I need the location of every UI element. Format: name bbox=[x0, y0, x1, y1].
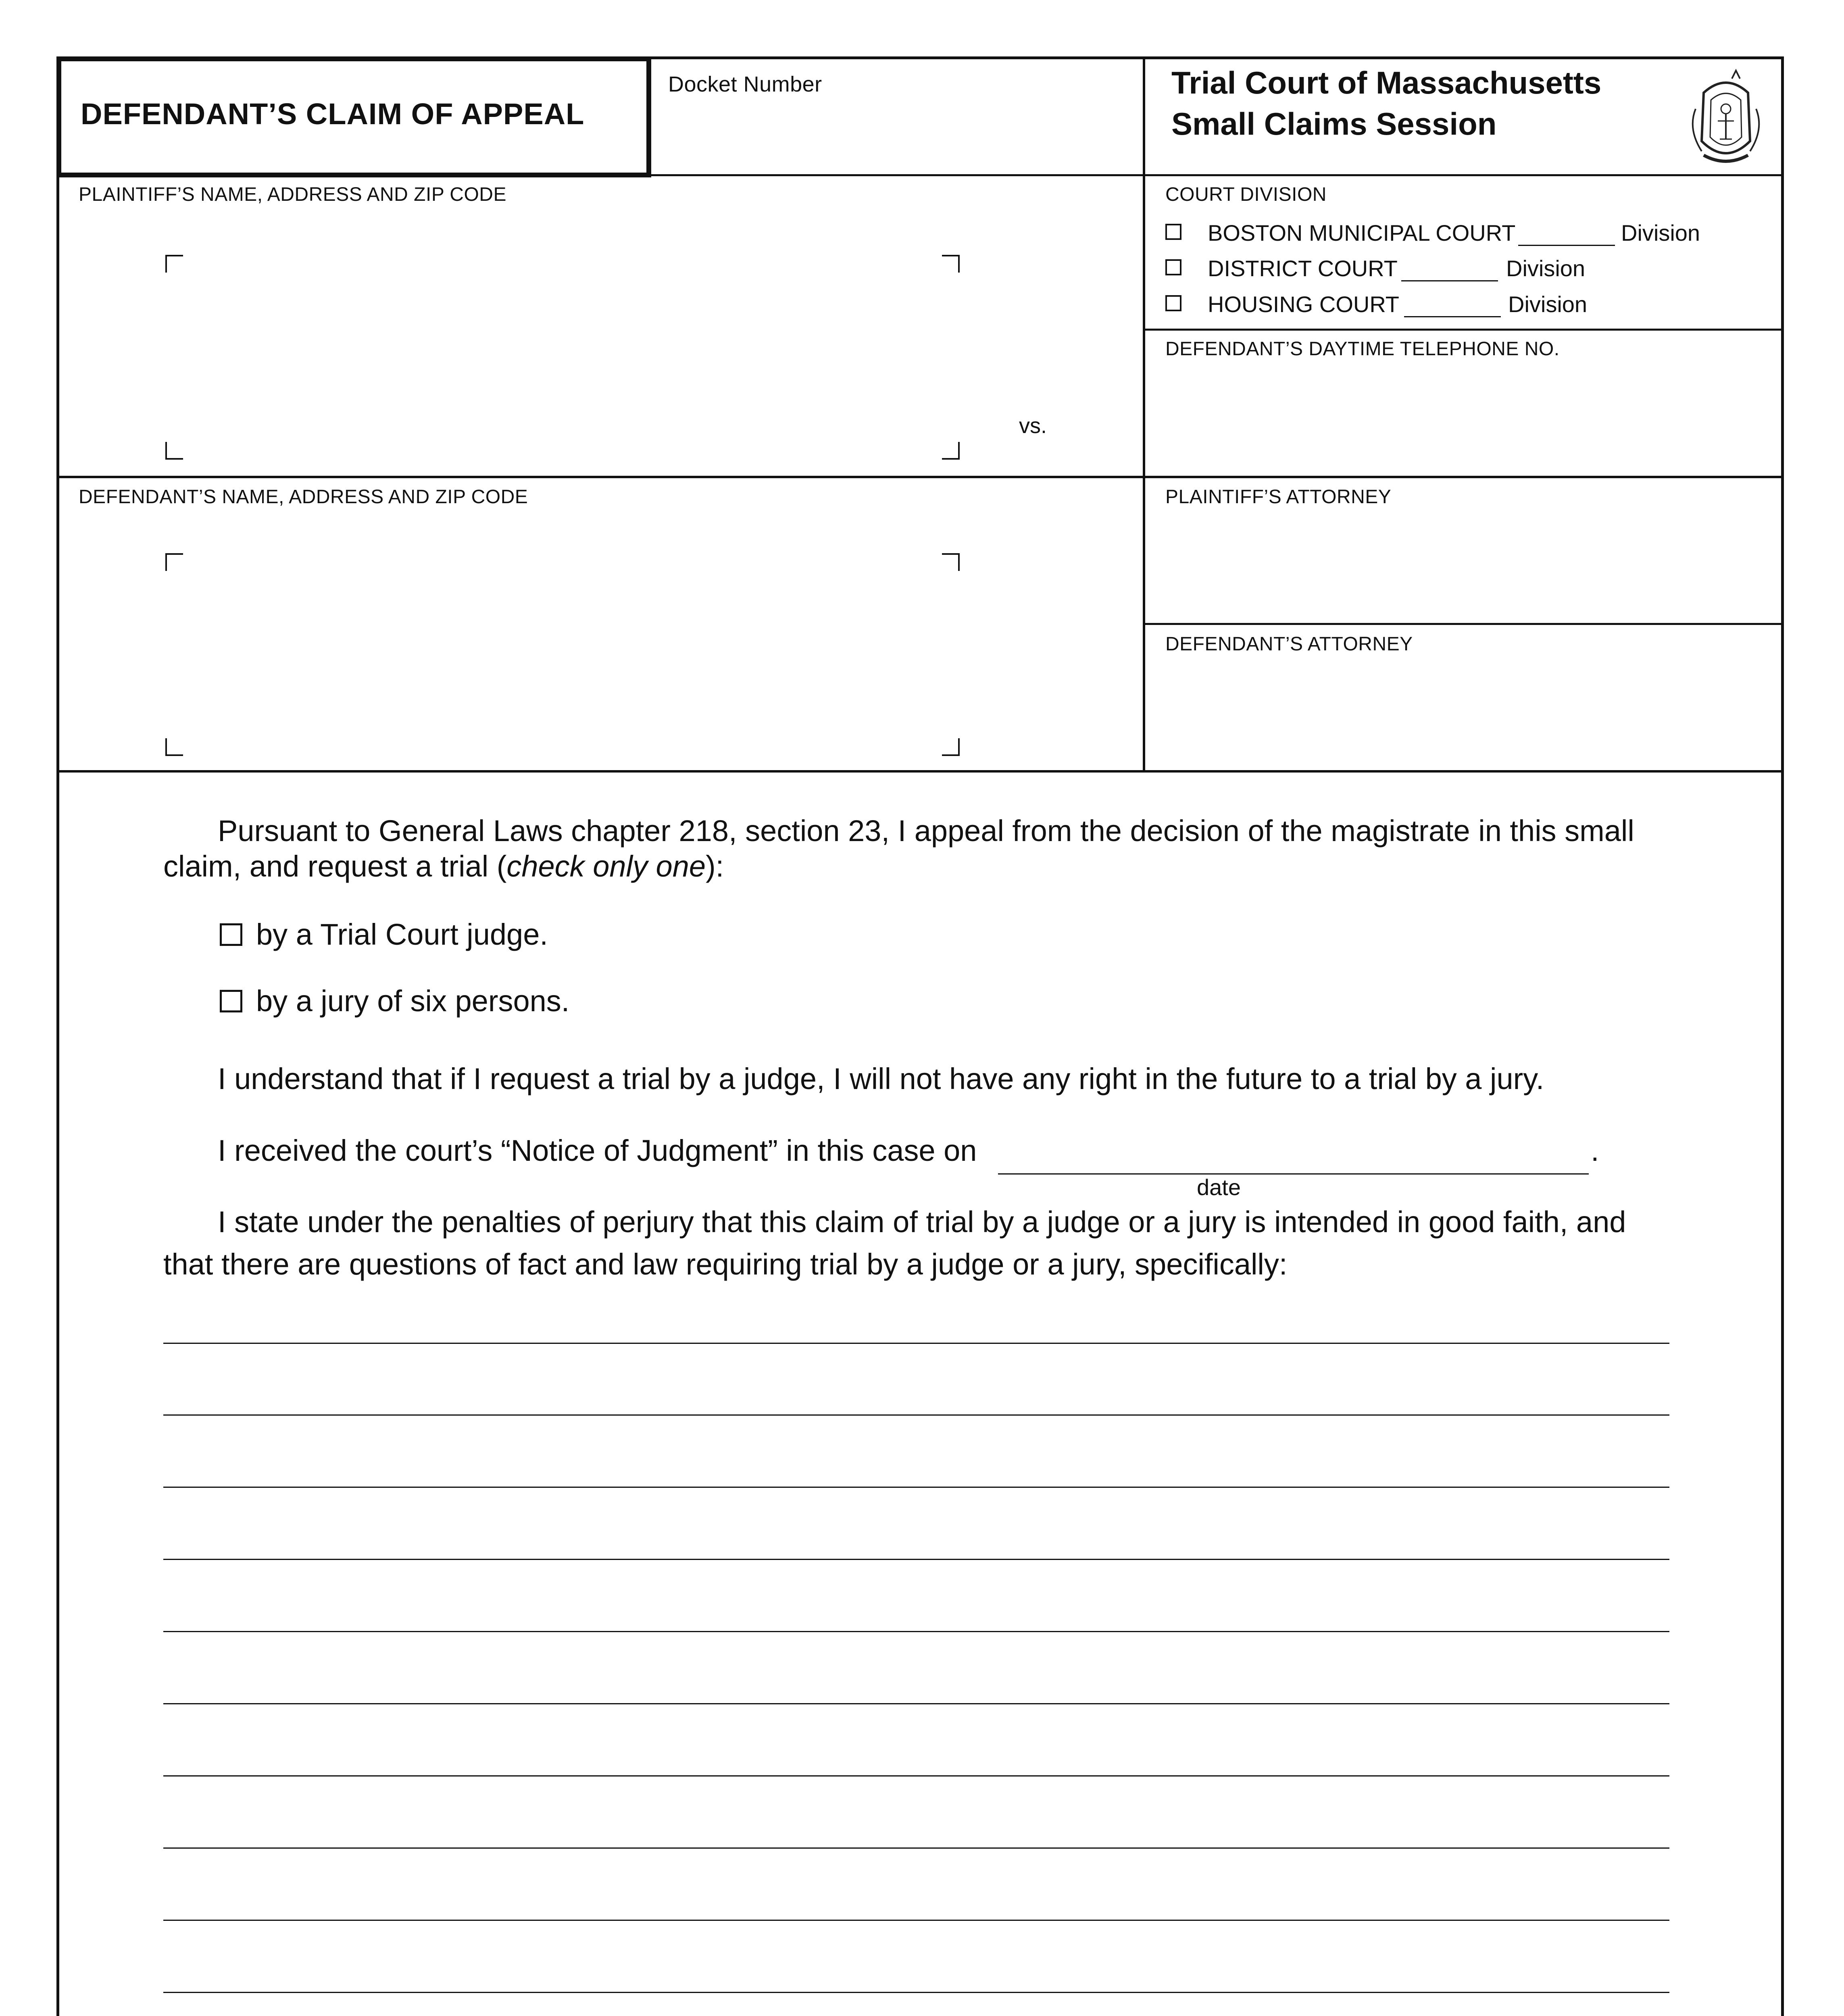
checkbox[interactable] bbox=[1165, 259, 1181, 275]
division-blank bbox=[1401, 280, 1498, 281]
reason-line[interactable] bbox=[163, 1414, 1669, 1416]
form-border-left bbox=[56, 56, 59, 2016]
court-option-housing[interactable] bbox=[1165, 291, 1778, 319]
option-label: by a jury of six persons. bbox=[256, 984, 570, 1018]
option-label: by a Trial Court judge. bbox=[256, 918, 548, 951]
reason-line[interactable] bbox=[163, 1847, 1669, 1849]
checkbox[interactable] bbox=[1165, 224, 1181, 240]
appeal-statement-line1: Pursuant to General Laws chapter 218, section 23, I appeal from the decision of the magistrate in this small bbox=[218, 814, 1634, 848]
trial-option-jury[interactable] bbox=[220, 984, 704, 1020]
plaintiff-attorney-label: PLAINTIFF’S ATTORNEY bbox=[1165, 486, 1392, 508]
option-label: DISTRICT COURT bbox=[1208, 256, 1398, 281]
plaintiff-label: PLAINTIFF’S NAME, ADDRESS AND ZIP CODE bbox=[79, 184, 506, 205]
reason-line[interactable] bbox=[163, 1920, 1669, 1921]
defendant-attorney-label: DEFENDANT’S ATTORNEY bbox=[1165, 633, 1413, 655]
defendant-label: DEFENDANT’S NAME, ADDRESS AND ZIP CODE bbox=[79, 486, 528, 508]
option-label: HOUSING COURT bbox=[1208, 292, 1399, 317]
address-corner-mark bbox=[942, 442, 960, 460]
divider-right-column bbox=[1143, 56, 1145, 772]
divider-parties bbox=[56, 476, 1784, 478]
division-suffix: Division bbox=[1506, 256, 1586, 281]
court-division-label: COURT DIVISION bbox=[1165, 184, 1327, 205]
divider-body bbox=[56, 770, 1784, 773]
plaintiff-address-field[interactable] bbox=[161, 250, 964, 460]
division-blank bbox=[1404, 316, 1501, 317]
perjury-statement-line2: that there are questions of fact and law requiring trial by a judge or a jury, specifically: bbox=[163, 1248, 1288, 1281]
docket-number-field[interactable] bbox=[661, 105, 1137, 169]
reason-line[interactable] bbox=[163, 1343, 1669, 1344]
defendant-phone-field[interactable] bbox=[1149, 367, 1774, 470]
court-option-boston[interactable] bbox=[1165, 220, 1778, 248]
address-corner-mark bbox=[165, 255, 183, 273]
address-corner-mark bbox=[165, 738, 183, 756]
checkbox[interactable] bbox=[220, 990, 242, 1012]
court-session: Small Claims Session bbox=[1171, 106, 1497, 142]
court-option-district[interactable] bbox=[1165, 255, 1778, 283]
checkbox[interactable] bbox=[1165, 295, 1181, 311]
plaintiff-attorney-field[interactable] bbox=[1149, 516, 1774, 617]
docket-label: Docket Number bbox=[668, 72, 822, 96]
division-suffix: Division bbox=[1508, 292, 1588, 317]
option-label: BOSTON MUNICIPAL COURT bbox=[1208, 220, 1516, 246]
court-name: Trial Court of Massachusetts bbox=[1171, 65, 1602, 100]
perjury-statement-line1: I state under the penalties of perjury that this claim of trial by a judge or a jury is intended in good faith, and bbox=[218, 1205, 1626, 1239]
divider-header bbox=[56, 174, 1784, 176]
reason-line[interactable] bbox=[163, 1559, 1669, 1560]
divider-court-division bbox=[1143, 329, 1784, 331]
reason-line[interactable] bbox=[163, 1775, 1669, 1776]
address-corner-mark bbox=[165, 553, 183, 571]
reason-line[interactable] bbox=[163, 1487, 1669, 1488]
checkbox[interactable] bbox=[220, 923, 242, 946]
form-border-right bbox=[1781, 56, 1784, 2016]
defendant-attorney-field[interactable] bbox=[1149, 663, 1774, 764]
reason-line[interactable] bbox=[163, 1631, 1669, 1632]
reason-line[interactable] bbox=[163, 1703, 1669, 1704]
reason-line[interactable] bbox=[163, 1992, 1669, 1993]
divider-attorneys bbox=[1143, 623, 1784, 625]
address-corner-mark bbox=[942, 738, 960, 756]
address-corner-mark bbox=[942, 255, 960, 273]
appeal-statement-line2: claim, and request a trial (check only one): bbox=[163, 850, 724, 883]
division-blank bbox=[1518, 245, 1615, 246]
date-caption: date bbox=[1197, 1175, 1241, 1200]
defendant-phone-label: DEFENDANT’S DAYTIME TELEPHONE NO. bbox=[1165, 338, 1560, 360]
division-suffix: Division bbox=[1621, 220, 1700, 246]
jury-waiver-statement: I understand that if I request a trial by a judge, I will not have any right in the future to a trial by a jury. bbox=[218, 1062, 1544, 1095]
trial-option-judge[interactable] bbox=[220, 917, 704, 954]
address-corner-mark bbox=[165, 442, 183, 460]
notice-date-field[interactable] bbox=[998, 1157, 1589, 1175]
massachusetts-seal-icon bbox=[1679, 65, 1772, 173]
sentence-period: . bbox=[1591, 1134, 1599, 1167]
defendant-address-field[interactable] bbox=[161, 548, 964, 756]
versus-label: vs. bbox=[1019, 414, 1047, 438]
address-corner-mark bbox=[942, 553, 960, 571]
form-title: DEFENDANT’S CLAIM OF APPEAL bbox=[81, 97, 585, 131]
notice-received-statement: I received the court’s “Notice of Judgment” in this case on bbox=[218, 1134, 977, 1167]
